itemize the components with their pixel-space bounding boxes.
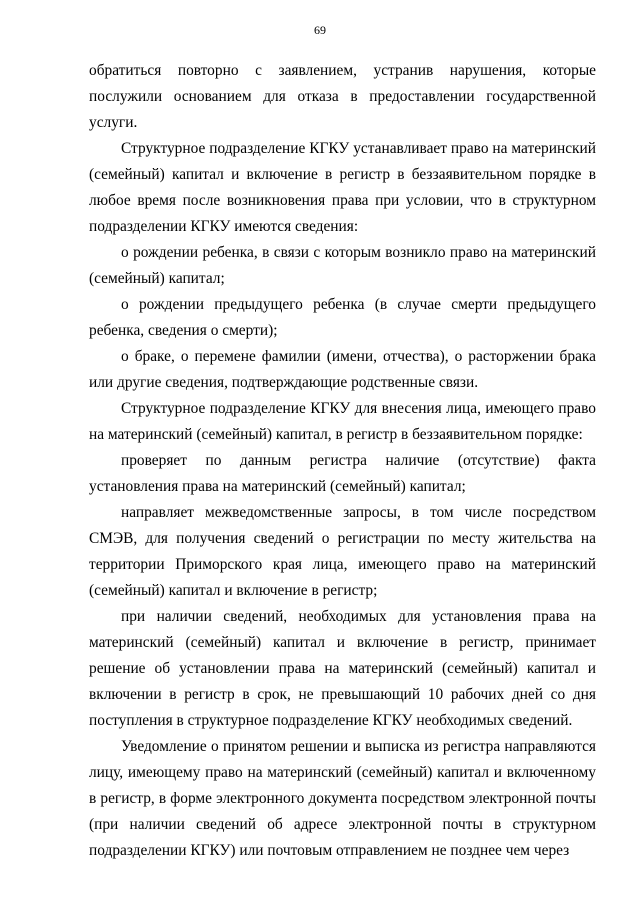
paragraph-notification: Уведомление о принятом решении и выписка из регистра направляются лицу, имеющему право на материнский (семейный) капитал и включенному в регистр, в форме электронного документа посредством электронной почты (при наличии сведений об адресе электронной почты в структурном подразделении КГКУ) или почтовым отправлением не позднее чем через xyxy=(89,738,596,859)
paragraph-previous-child: о рождении предыдущего ребенка (в случае смерти предыдущего ребенка, сведения о смерти); xyxy=(89,296,596,339)
paragraph-interagency-requests: направляет межведомственные запросы, в том числе посредством СМЭВ, для получения сведений о регистрации по месту жительства на территории Приморского края лица, имеющего право на материнский (семейный) капитал и включение в регистр; xyxy=(89,504,596,599)
document-body xyxy=(89,58,596,864)
paragraph-marriage: о браке, о перемене фамилии (имени, отчества), о расторжении брака или другие сведения, подтверждающие родственные связи. xyxy=(89,348,596,391)
paragraph-decision: при наличии сведений, необходимых для установления права на материнский (семейный) капитал и включение в регистр, принимает решение об установлении права на материнский (семейный) капитал и включении в регистр в срок, не превышающий 10 рабочих дней со дня поступления в структурное подразделение КГКУ необходимых сведений. xyxy=(89,608,596,729)
paragraph-registry-inclusion: Структурное подразделение КГКУ для внесения лица, имеющего право на материнский (семейный) капитал, в регистр в беззаявительном порядке: xyxy=(89,400,596,443)
paragraph-checks-registry: проверяет по данным регистра наличие (отсутствие) факта установления права на материнский (семейный) капитал; xyxy=(89,452,596,495)
page-number: 69 xyxy=(314,23,326,37)
paragraph-establishes-right: Структурное подразделение КГКУ устанавливает право на материнский (семейный) капитал и включение в регистр в беззаявительном порядке в любое время после возникновения права при условии, что в структурном подразделении КГКУ имеются сведения: xyxy=(89,140,596,235)
paragraph-continuation: обратиться повторно с заявлением, устранив нарушения, которые послужили основанием для отказа в предоставлении государственной услуги. xyxy=(89,62,596,131)
paragraph-birth-of-child: о рождении ребенка, в связи с которым возникло право на материнский (семейный) капитал; xyxy=(89,244,596,287)
